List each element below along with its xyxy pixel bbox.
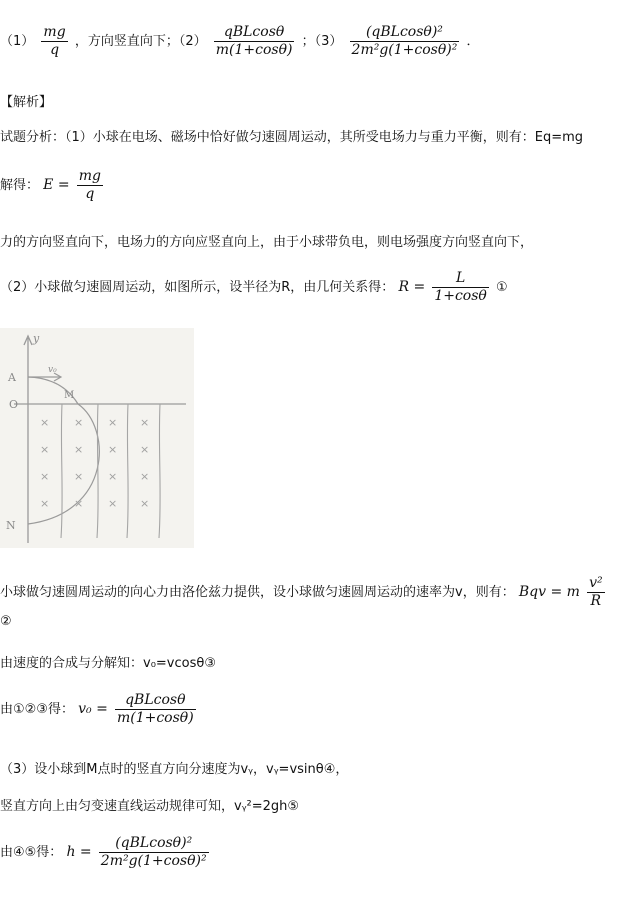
step2-force (0, 575, 608, 610)
step2-result-label: 由①②③得： (0, 702, 74, 717)
answer-formula-1-denominator: q (50, 42, 60, 58)
step2-force-fraction (587, 575, 605, 610)
step2-force-text: 小球做匀速圆周运动的向心力由洛伦兹力提供，设小球做匀速圆周运动的速率为v，则有： (0, 585, 515, 600)
field-cross: × (74, 416, 84, 429)
field-cross: × (140, 443, 150, 456)
answer-formula-1 (41, 24, 67, 59)
step2-force-denominator: R (590, 593, 602, 609)
field-cross: × (74, 497, 84, 510)
step1-solution-lhs: E = (43, 177, 70, 193)
step2-result-fraction (115, 692, 196, 727)
step2-velocity-decomposition: 由速度的合成与分解知：v₀=vcosθ③ (0, 656, 216, 671)
step1-text: 试题分析：（1）小球在电场、磁场中恰好做匀速圆周运动，其所受电场力与重力平衡，则有：Eq=mg (0, 130, 584, 145)
velocity-label: v₀ (48, 365, 57, 375)
step3-vertical-velocity: （3）设小球到M点时的竖直方向分速度为vᵧ，vᵧ=vsinθ④， (0, 762, 349, 777)
field-cross: × (40, 470, 50, 483)
step2-geometry-mark: ① (496, 280, 508, 295)
step3-result-denominator: 2m²g(1+cosθ)² (100, 853, 207, 869)
step2-result-numerator: qBLcosθ (115, 692, 196, 710)
step1-solution-label: 解得： (0, 178, 40, 193)
point-n-label: N (6, 519, 16, 532)
field-cross: × (40, 497, 50, 510)
field-cross: × (140, 470, 150, 483)
answer-formula-3 (350, 24, 460, 59)
step1-solution-numerator: mg (78, 168, 101, 184)
field-cross: × (74, 470, 84, 483)
origin-label: O (9, 398, 19, 411)
motion-diagram (0, 328, 194, 548)
step3-result-numerator: (qBLcosθ)² (99, 835, 209, 853)
answer-line (0, 24, 480, 59)
answer-end: ． (466, 34, 480, 49)
step1-solution-denominator: q (85, 186, 95, 202)
step3-result (0, 835, 212, 870)
step2-force-lhs: Bqv = m (518, 584, 580, 600)
step2-geometry-denominator: 1+cosθ (434, 288, 487, 304)
answer-formula-3-denominator: 2m²g(1+cosθ)² (351, 42, 458, 58)
answer-formula-3-numerator: (qBLcosθ)² (350, 24, 460, 42)
step1-direction-text: 力的方向竖直向下，电场力的方向应竖直向上，由于小球带负电，则电场强度方向竖直向下， (0, 235, 534, 250)
field-cross: × (108, 443, 118, 456)
answer-part1-label: （1） (0, 34, 35, 49)
answer-part3-label: ；（3） (301, 34, 343, 49)
step2-geometry-text: （2）小球做匀速圆周运动，如图所示，设半径为R，由几何关系得： (0, 280, 395, 295)
y-axis-label: y (33, 332, 40, 345)
step1-solution-fraction (77, 168, 103, 203)
step3-kinematics: 竖直方向上由匀变速直线运动规律可知，vᵧ²=2gh⑤ (0, 799, 300, 814)
point-a-label: A (8, 371, 16, 384)
step3-result-label: 由④⑤得： (0, 845, 63, 860)
field-cross: × (108, 470, 118, 483)
step2-geometry-lhs: R = (398, 279, 426, 295)
step2-result-lhs: v₀ = (78, 701, 108, 717)
step2-force-numerator: v² (589, 575, 603, 591)
field-cross: × (140, 416, 150, 429)
step3-result-lhs: h = (66, 844, 92, 860)
step1-solution (0, 168, 106, 203)
step3-result-fraction (99, 835, 209, 870)
field-cross: × (140, 497, 150, 510)
step2-result (0, 692, 199, 727)
field-cross: × (40, 416, 50, 429)
field-cross: × (74, 443, 84, 456)
field-cross: × (40, 443, 50, 456)
step2-force-mark: ② (0, 614, 12, 629)
answer-formula-2-numerator: qBLcosθ (214, 24, 295, 42)
step2-geometry-fraction (432, 270, 489, 305)
analysis-heading: 【解析】 (0, 95, 53, 110)
step2-geometry (0, 270, 508, 305)
field-cross: × (108, 497, 118, 510)
answer-formula-1-numerator: mg (43, 24, 66, 40)
step2-geometry-numerator: L (432, 270, 489, 288)
answer-formula-2-denominator: m(1+cosθ) (215, 42, 293, 58)
step2-result-denominator: m(1+cosθ) (116, 710, 194, 726)
field-cross: × (108, 416, 118, 429)
point-m-label: M (64, 390, 75, 401)
answer-part2-label: ，方向竖直向下；（2） (74, 34, 207, 49)
answer-formula-2 (214, 24, 295, 59)
